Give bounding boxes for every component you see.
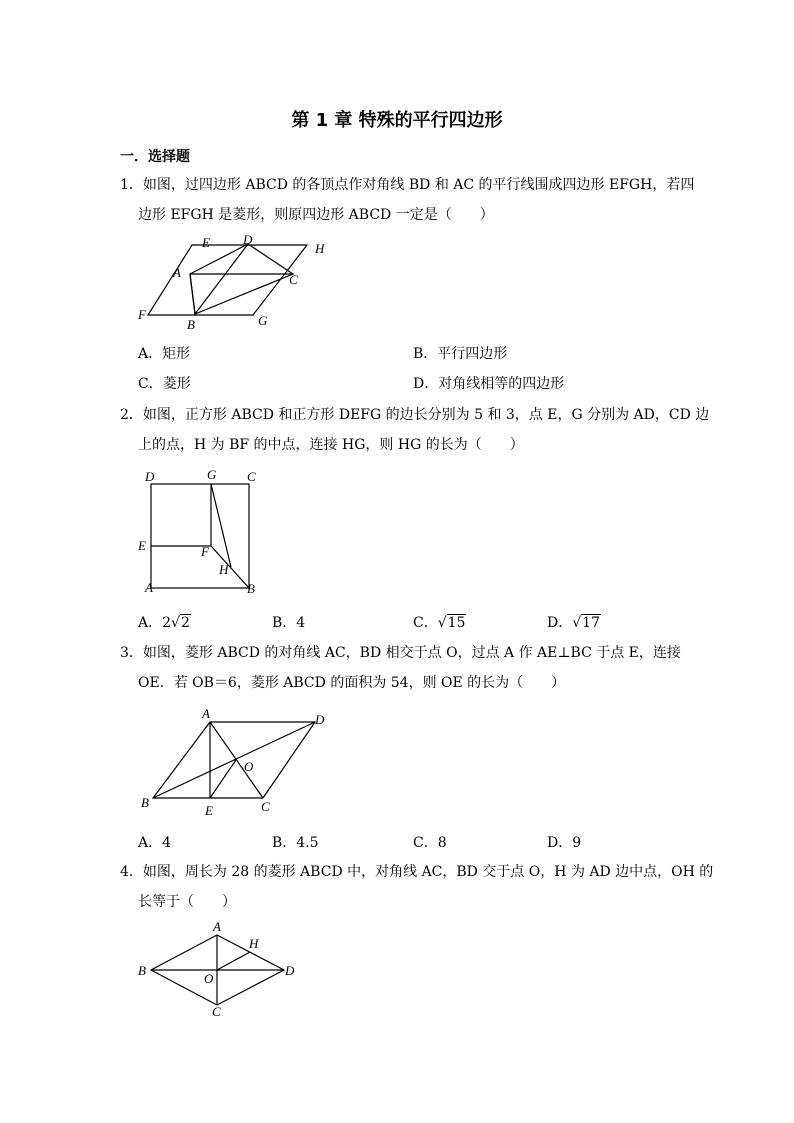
- label-b: B: [187, 317, 195, 332]
- sqrt-icon: √: [171, 615, 180, 631]
- label-a: A: [213, 920, 221, 934]
- question-1-line-2: 边形 EFGH 是菱形，则原四边形 ABCD 一定是（ ）: [138, 207, 494, 223]
- figure-3: [135, 704, 335, 822]
- label-a: A: [173, 265, 181, 280]
- label-g: G: [207, 467, 217, 482]
- q3-option-a: A．4: [138, 835, 172, 851]
- diagonal-bd: [153, 722, 315, 798]
- question-1-line-1: 1．如图，过四边形 ABCD 的各顶点作对角线 BD 和 AC 的平行线围成四边形 EFGH，若四: [120, 177, 695, 193]
- label-d: D: [285, 963, 295, 978]
- question-2-line-2: 上的点，H 为 BF 的中点，连接 HG，则 HG 的长为（ ）: [138, 437, 524, 453]
- label-g: G: [258, 313, 268, 328]
- question-3-line-1: 3．如图，菱形 ABCD 的对角线 AC，BD 相交于点 O，过点 A 作 AE⊥BC 于点 E，连接: [120, 645, 681, 661]
- q2-option-d-radicand: 17: [582, 615, 600, 631]
- label-c: C: [212, 1004, 221, 1018]
- q2-option-c: [413, 612, 466, 632]
- label-o: O: [204, 971, 214, 986]
- label-a: A: [202, 706, 210, 721]
- question-4-line-2: 长等于（ ）: [138, 894, 236, 910]
- segment-bf: [211, 546, 249, 588]
- sqrt-icon: √: [437, 615, 447, 631]
- label-a: A: [145, 580, 153, 595]
- label-h: H: [315, 241, 325, 256]
- q1-option-a: A．矩形: [138, 346, 191, 362]
- q2-option-a: [138, 612, 191, 632]
- q2-option-a-radicand: 2: [180, 615, 190, 631]
- label-h: H: [249, 936, 259, 951]
- sqrt-icon: √: [572, 615, 582, 631]
- segment-oh: [217, 952, 250, 970]
- label-e: E: [205, 803, 213, 818]
- q3-option-d: D．9: [547, 835, 582, 851]
- q2-option-c-prefix: C．: [413, 615, 438, 631]
- label-b: B: [247, 581, 255, 596]
- segment-hg: [211, 484, 231, 567]
- question-4-line-1: 4．如图，周长为 28 的菱形 ABCD 中，对角线 AC，BD 交于点 O，H 为 AD 边中点，OH 的: [120, 864, 714, 880]
- q1-option-b: B．平行四边形: [413, 346, 508, 362]
- q2-option-d: [547, 612, 601, 632]
- figure-4: [135, 920, 305, 1018]
- segment-ab: [190, 274, 195, 314]
- label-d: D: [145, 469, 155, 484]
- label-d: D: [243, 232, 253, 247]
- label-b: B: [138, 963, 146, 978]
- q1-option-c: C．菱形: [138, 376, 191, 392]
- question-3-line-2: OE．若 OB＝6，菱形 ABCD 的面积为 54，则 OE 的长为（ ）: [138, 675, 566, 691]
- label-f: F: [138, 307, 146, 322]
- section-heading: 一．选择题: [120, 149, 190, 165]
- q3-option-b: B．4.5: [272, 835, 319, 851]
- question-2-line-1: 2．如图，正方形 ABCD 和正方形 DEFG 的边长分别为 5 和 3，点 E，G 分别为 AD，CD 边: [120, 407, 710, 423]
- q2-option-c-radicand: 15: [447, 615, 466, 631]
- page-title: 第 1 章 特殊的平行四边形: [291, 110, 503, 131]
- figure-1: [130, 232, 340, 334]
- figure-2: [135, 466, 265, 598]
- q2-option-b-text: B．4: [272, 615, 306, 631]
- q3-option-c: C．8: [413, 835, 447, 851]
- label-c: C: [261, 799, 270, 814]
- label-e: E: [202, 235, 210, 250]
- label-b: B: [141, 795, 149, 810]
- q2-option-d-prefix: D．: [547, 615, 573, 631]
- label-o: O: [244, 759, 254, 774]
- label-d: D: [315, 712, 325, 727]
- label-c: C: [247, 469, 256, 484]
- q2-option-a-prefix: A．2: [138, 615, 172, 631]
- q1-option-d: D．对角线相等的四边形: [413, 376, 565, 392]
- label-h: H: [219, 562, 229, 577]
- rhombus-efgh: [148, 245, 307, 315]
- quadrilateral-abcd: [190, 244, 293, 314]
- q2-option-b: [272, 612, 305, 632]
- label-c: C: [289, 272, 298, 287]
- label-e: E: [138, 538, 146, 553]
- square-defg: [151, 484, 211, 546]
- label-f: F: [201, 544, 209, 559]
